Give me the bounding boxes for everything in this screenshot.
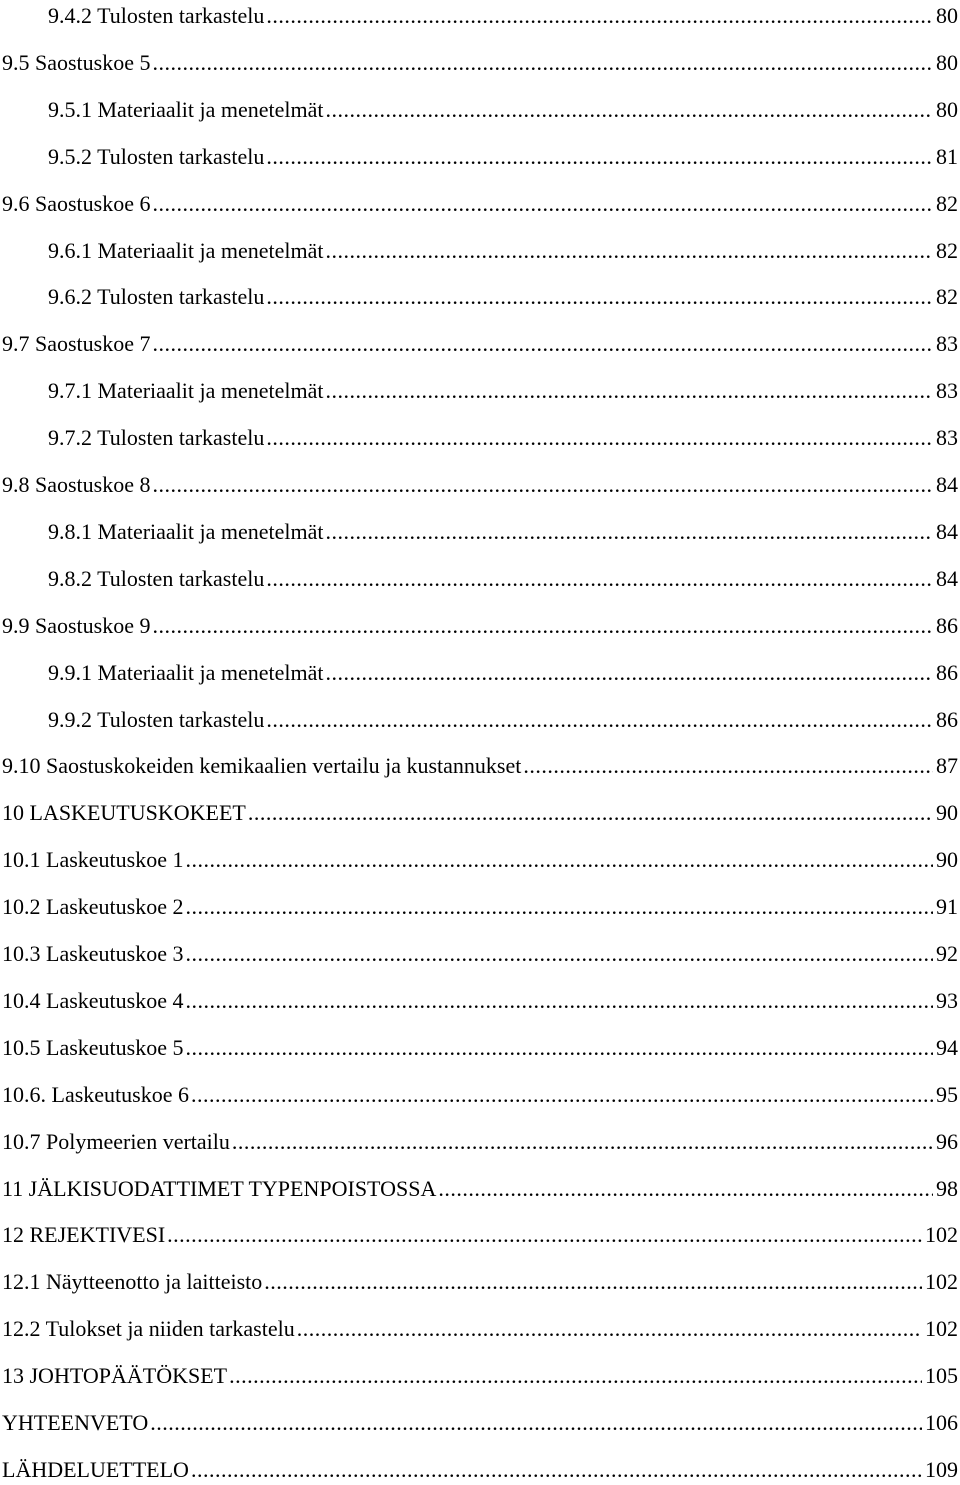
toc-entry-title: 12.1 Näytteenotto ja laitteisto <box>2 1269 263 1294</box>
toc-entry-page-number: 92 <box>936 941 958 966</box>
dot-leader <box>266 1 933 31</box>
toc-entry-page-number: 96 <box>936 1129 958 1154</box>
toc-entry-page-number: 102 <box>925 1269 958 1294</box>
dot-leader <box>153 48 934 78</box>
toc-entry-title: 9.6.2 Tulosten tarkastelu <box>48 284 265 309</box>
dot-leader <box>523 751 933 781</box>
toc-entry[interactable] <box>2 611 958 641</box>
toc-entry[interactable] <box>48 1 958 31</box>
toc-entry-title: 10.4 Laskeutuskoe 4 <box>2 988 184 1013</box>
toc-entry-title: 9.5.1 Materiaalit ja menetelmät <box>48 97 324 122</box>
toc-entry-title: 9.7.1 Materiaalit ja menetelmät <box>48 378 324 403</box>
toc-entry-page-number: 90 <box>936 847 958 872</box>
toc-entry[interactable] <box>48 142 958 172</box>
dot-leader <box>153 611 934 641</box>
dot-leader <box>326 236 933 266</box>
toc-entry-page-number: 84 <box>936 472 958 497</box>
toc-entry[interactable] <box>2 48 958 78</box>
toc-entry[interactable] <box>2 1127 958 1157</box>
toc-entry-title: 9.9 Saostuskoe 9 <box>2 613 151 638</box>
toc-entry[interactable] <box>48 95 958 125</box>
dot-leader <box>185 986 933 1016</box>
toc-entry[interactable] <box>2 1220 958 1250</box>
toc-entry-page-number: 102 <box>925 1222 958 1247</box>
toc-entry-title: 9.7 Saostuskoe 7 <box>2 331 151 356</box>
toc-entry-page-number: 106 <box>925 1410 958 1435</box>
toc-entry-title: 9.5 Saostuskoe 5 <box>2 50 151 75</box>
toc-entry-page-number: 80 <box>936 50 958 75</box>
toc-entry[interactable] <box>2 1080 958 1110</box>
toc-entry-page-number: 84 <box>936 519 958 544</box>
toc-entry[interactable] <box>2 1033 958 1063</box>
toc-entry-page-number: 81 <box>936 144 958 169</box>
toc-entry-title: 10.3 Laskeutuskoe 3 <box>2 941 184 966</box>
dot-leader <box>297 1314 922 1344</box>
toc-entry[interactable] <box>48 423 958 453</box>
toc-entry[interactable] <box>2 189 958 219</box>
toc-entry-page-number: 86 <box>936 707 958 732</box>
toc-entry-title: 9.10 Saostuskokeiden kemikaalien vertailu ja kustannukset <box>2 753 522 778</box>
dot-leader <box>167 1220 922 1250</box>
dot-leader <box>150 1408 922 1438</box>
dot-leader <box>185 939 933 969</box>
toc-entry-title: 9.6 Saostuskoe 6 <box>2 191 151 216</box>
toc-entry-title: 9.9.2 Tulosten tarkastelu <box>48 707 265 732</box>
toc-entry-title: 13 JOHTOPÄÄTÖKSET <box>2 1363 228 1388</box>
toc-entry[interactable] <box>48 564 958 594</box>
dot-leader <box>191 1455 922 1485</box>
toc-entry-page-number: 86 <box>936 613 958 638</box>
dot-leader <box>326 376 933 406</box>
toc-entry-page-number: 109 <box>925 1457 958 1482</box>
toc-entry-title: 12.2 Tulokset ja niiden tarkastelu <box>2 1316 295 1341</box>
toc-entry-title: 9.8 Saostuskoe 8 <box>2 472 151 497</box>
dot-leader <box>266 423 933 453</box>
toc-entry-title: 9.8.1 Materiaalit ja menetelmät <box>48 519 324 544</box>
dot-leader <box>266 282 933 312</box>
toc-entry-title: 10.2 Laskeutuskoe 2 <box>2 894 184 919</box>
toc-entry-page-number: 83 <box>936 425 958 450</box>
dot-leader <box>248 798 933 828</box>
toc-entry-title: 9.6.1 Materiaalit ja menetelmät <box>48 238 324 263</box>
toc-entry-page-number: 93 <box>936 988 958 1013</box>
toc-entry[interactable] <box>2 1174 958 1204</box>
toc-entry[interactable] <box>2 845 958 875</box>
dot-leader <box>185 892 933 922</box>
toc-entry-page-number: 95 <box>936 1082 958 1107</box>
dot-leader <box>232 1127 933 1157</box>
toc-entry-title: 9.7.2 Tulosten tarkastelu <box>48 425 265 450</box>
toc-entry[interactable] <box>48 282 958 312</box>
toc-entry-page-number: 80 <box>936 97 958 122</box>
toc-entry-page-number: 91 <box>936 894 958 919</box>
dot-leader <box>185 845 933 875</box>
toc-entry[interactable] <box>2 751 958 781</box>
toc-entry[interactable] <box>2 1314 958 1344</box>
toc-entry-title: 9.8.2 Tulosten tarkastelu <box>48 566 265 591</box>
toc-entry[interactable] <box>2 939 958 969</box>
toc-entry-page-number: 94 <box>936 1035 958 1060</box>
toc-entry[interactable] <box>2 1361 958 1391</box>
toc-entry-page-number: 82 <box>936 238 958 263</box>
dot-leader <box>438 1174 933 1204</box>
dot-leader <box>191 1080 933 1110</box>
dot-leader <box>326 658 933 688</box>
toc-entry[interactable] <box>2 1408 958 1438</box>
toc-entry[interactable] <box>48 705 958 735</box>
toc-entry-title: 11 JÄLKISUODATTIMET TYPENPOISTOSSA <box>2 1176 437 1201</box>
toc-entry-title: 9.9.1 Materiaalit ja menetelmät <box>48 660 324 685</box>
toc-entry-title: 10.7 Polymeerien vertailu <box>2 1129 230 1154</box>
dot-leader <box>326 517 933 547</box>
toc-entry[interactable] <box>2 1455 958 1485</box>
toc-entry-title: 10 LASKEUTUSKOKEET <box>2 800 246 825</box>
toc-entry[interactable] <box>2 1267 958 1297</box>
dot-leader <box>326 95 933 125</box>
dot-leader <box>264 1267 922 1297</box>
toc-entry[interactable] <box>2 470 958 500</box>
toc-entry[interactable] <box>2 798 958 828</box>
dot-leader <box>153 470 934 500</box>
toc-entry-page-number: 102 <box>925 1316 958 1341</box>
toc-entry-page-number: 87 <box>936 753 958 778</box>
toc-entry-page-number: 105 <box>925 1363 958 1388</box>
toc-entry-page-number: 80 <box>936 3 958 28</box>
dot-leader <box>153 329 934 359</box>
toc-entry-title: 10.1 Laskeutuskoe 1 <box>2 847 184 872</box>
toc-entry-page-number: 84 <box>936 566 958 591</box>
toc-entry[interactable] <box>2 329 958 359</box>
toc-entry[interactable] <box>48 236 958 266</box>
dot-leader <box>266 705 933 735</box>
toc-entry-title: 10.6. Laskeutuskoe 6 <box>2 1082 189 1107</box>
dot-leader <box>153 189 934 219</box>
toc-entry-page-number: 82 <box>936 284 958 309</box>
toc-entry-page-number: 90 <box>936 800 958 825</box>
toc-entry-title: 12 REJEKTIVESI <box>2 1222 166 1247</box>
dot-leader <box>266 142 933 172</box>
toc-entry-title: 10.5 Laskeutuskoe 5 <box>2 1035 184 1060</box>
toc-entry[interactable] <box>2 986 958 1016</box>
dot-leader <box>266 564 933 594</box>
toc-entry-page-number: 83 <box>936 331 958 356</box>
toc-entry[interactable] <box>48 376 958 406</box>
toc-entry-title: 9.5.2 Tulosten tarkastelu <box>48 144 265 169</box>
toc-entry-title: 9.4.2 Tulosten tarkastelu <box>48 3 265 28</box>
toc-entry[interactable] <box>48 517 958 547</box>
dot-leader <box>185 1033 933 1063</box>
toc-entry-page-number: 86 <box>936 660 958 685</box>
toc-entry[interactable] <box>48 658 958 688</box>
toc-entry-title: YHTEENVETO <box>2 1410 149 1435</box>
toc-entry[interactable] <box>2 892 958 922</box>
toc-entry-page-number: 83 <box>936 378 958 403</box>
toc-entry-page-number: 98 <box>936 1176 958 1201</box>
toc-entry-title: LÄHDELUETTELO <box>2 1457 189 1482</box>
toc-entry-page-number: 82 <box>936 191 958 216</box>
dot-leader <box>229 1361 922 1391</box>
